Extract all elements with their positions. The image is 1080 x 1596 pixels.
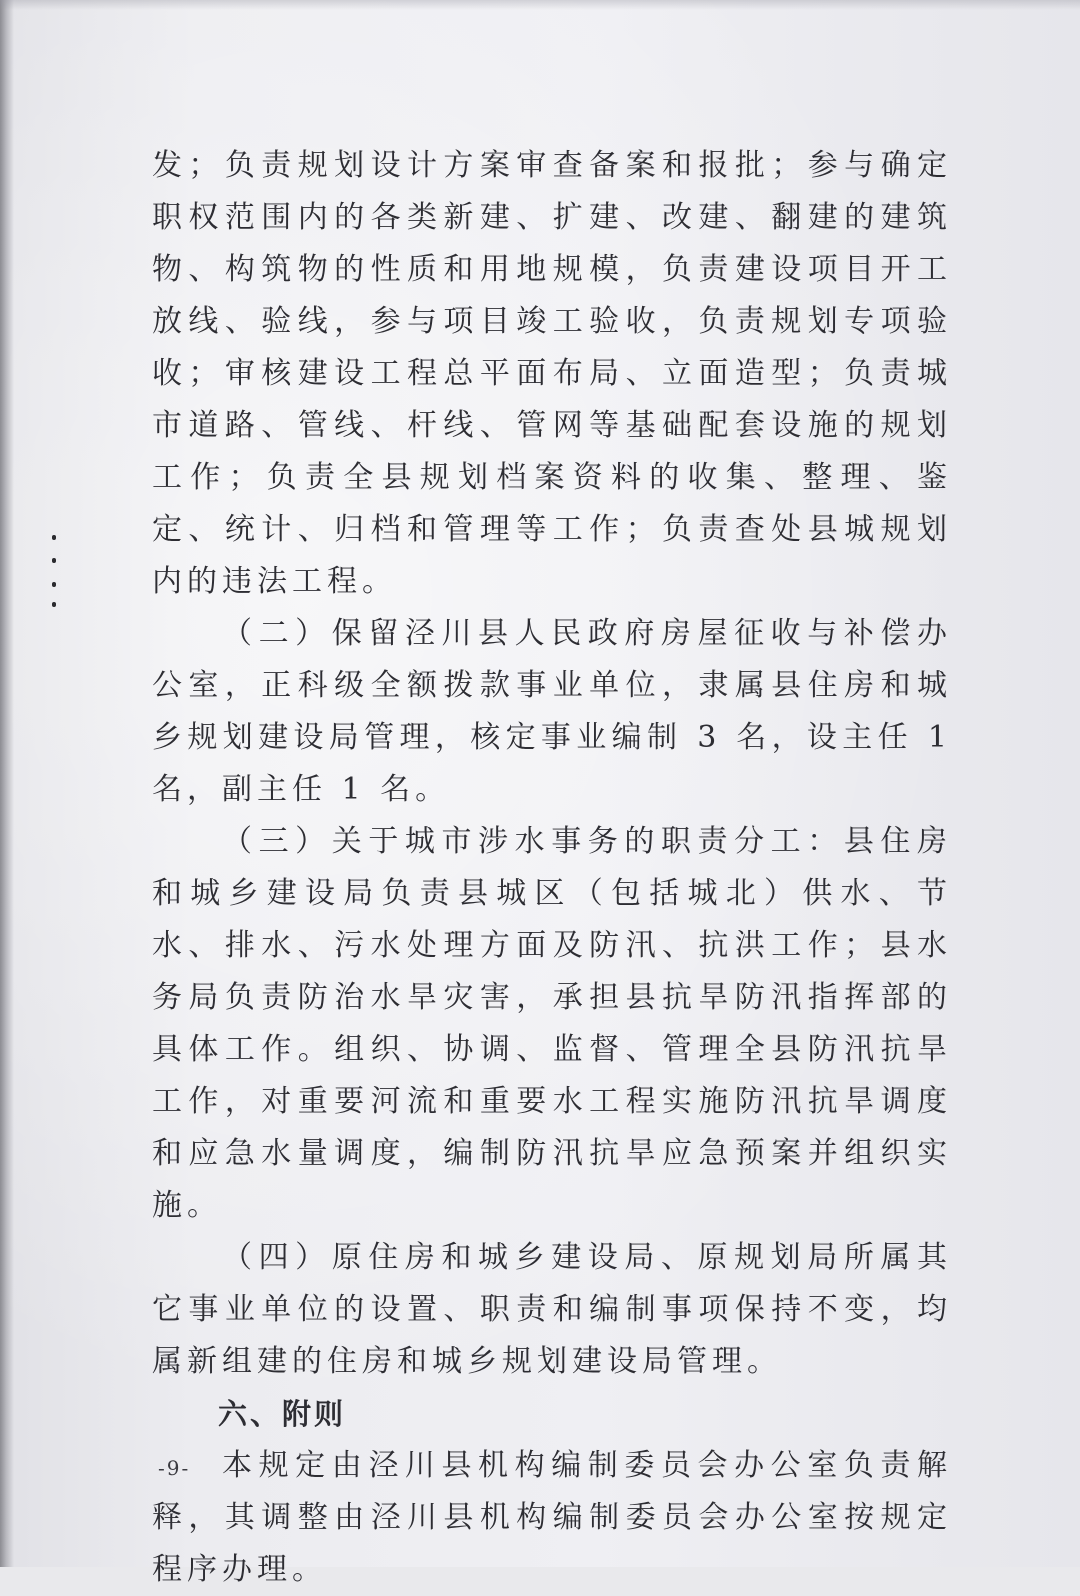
page-top-shadow (0, 0, 1080, 10)
binding-hole-mark (52, 535, 56, 540)
section-heading: 六、附则 (218, 1397, 347, 1431)
binding-hole-mark (52, 582, 56, 587)
binding-hole-mark (52, 558, 56, 563)
page-number: -9- (158, 1456, 191, 1480)
binding-hole-mark (52, 602, 56, 607)
document-body (152, 140, 952, 1596)
paragraph-item-2: （二）保留泾川县人民政府房屋征收与补偿办公室，正科级全额拨款事业单位，隶属县住房和城乡规划建设局管理，核定事业编制 3 名，设主任 1 名，副主任 1 名。 (152, 616, 952, 807)
page-edge-shadow (0, 0, 14, 1567)
paragraph-item-4: （四）原住房和城乡建设局、原规划局所属其它事业单位的设置、职责和编制事项保持不变，均属新组建的住房和城乡规划建设局管理。 (152, 1240, 952, 1379)
paragraph-closing: 本规定由泾川县机构编制委员会办公室负责解释，其调整由泾川县机构编制委员会办公室按规定程序办理。 (152, 1448, 952, 1587)
paragraph-continued-duties: 发；负责规划设计方案审查备案和报批；参与确定职权范围内的各类新建、扩建、改建、翻建的建筑物、构筑物的性质和用地规模，负责建设项目开工放线、验线，参与项目竣工验收，负责规划专项验收；审核建设工程总平面布局、立面造型；负责城市道路、管线、杆线、管网等基础配套设施的规划工作；负责全县规划档案资料的收集、整理、鉴定、统计、归档和管理等工作；负责查处县城规划内的违法工程。 (152, 148, 952, 599)
paragraph-item-3: （三）关于城市涉水事务的职责分工：县住房和城乡建设局负责县城区（包括城北）供水、节水、排水、污水处理方面及防汛、抗洪工作；县水务局负责防治水旱灾害，承担县抗旱防汛指挥部的具体工作。组织、协调、监督、管理全县防汛抗旱工作，对重要河流和重要水工程实施防汛抗旱调度和应急水量调度，编制防汛抗旱应急预案并组织实施。 (152, 824, 952, 1223)
